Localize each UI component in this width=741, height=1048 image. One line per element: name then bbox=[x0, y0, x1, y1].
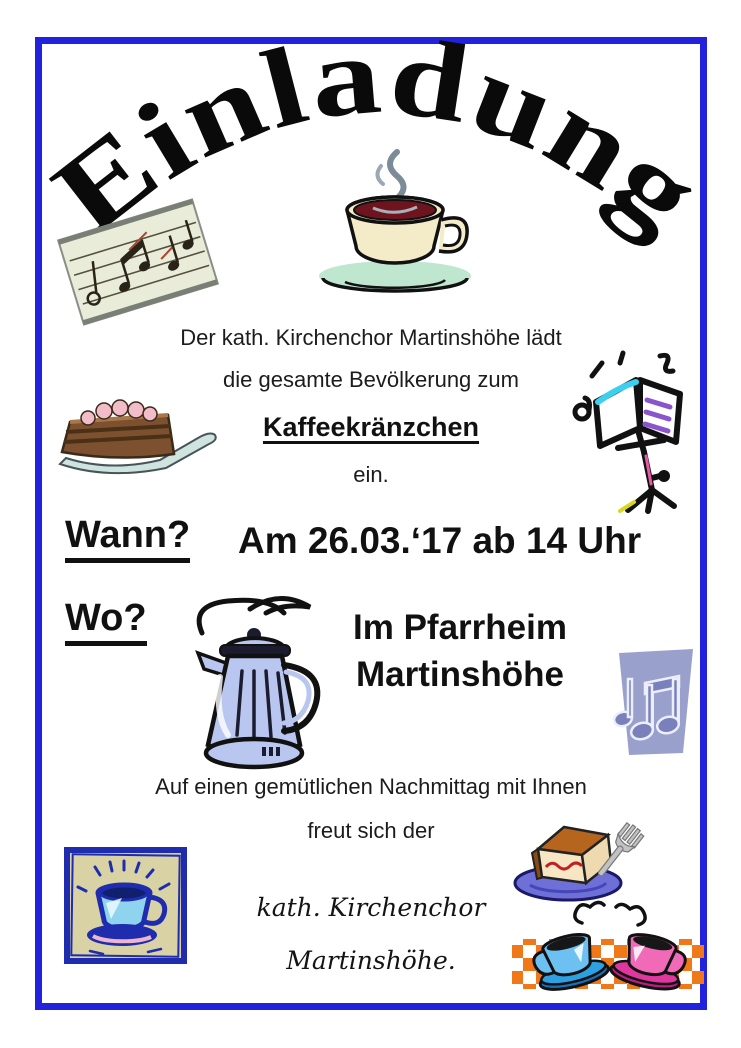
cake-slice-server-icon bbox=[48, 388, 220, 476]
intro-line-1: Der kath. Kirchenchor Martinshöhe lädt bbox=[180, 325, 562, 350]
poster-frame bbox=[31, 12, 714, 1010]
event-name: Kaffeekränzchen bbox=[262, 412, 480, 442]
steaming-coffee-cup-icon bbox=[315, 148, 475, 298]
intro-line-3: ein. bbox=[353, 462, 389, 487]
when-value: Am 26.03.‘17 ab 14 Uhr bbox=[238, 520, 642, 561]
intro-line-2: die gesamte Bevölkerung zum bbox=[223, 367, 519, 392]
signature-line-1: kath. Kirchenchor bbox=[256, 893, 486, 922]
music-stand-icon bbox=[572, 350, 694, 514]
when-label: Wann? bbox=[65, 515, 190, 563]
closing-line-1: Auf einen gemütlichen Nachmittag mit Ihnen bbox=[155, 774, 587, 799]
where-value-line-1: Im Pfarrheim bbox=[353, 608, 567, 647]
sheet-music-icon bbox=[63, 196, 213, 328]
page-title: Einladung bbox=[31, 12, 714, 258]
closing-line-2: freut sich der bbox=[307, 818, 435, 843]
music-notes-icon bbox=[605, 645, 705, 761]
two-coffee-cups-icon bbox=[510, 893, 706, 993]
where-value-line-2: Martinshöhe bbox=[355, 655, 565, 695]
where-value bbox=[304, 604, 616, 699]
signature-line-2: Martinshöhe. bbox=[286, 946, 456, 975]
where-label: Wo? bbox=[65, 598, 147, 646]
